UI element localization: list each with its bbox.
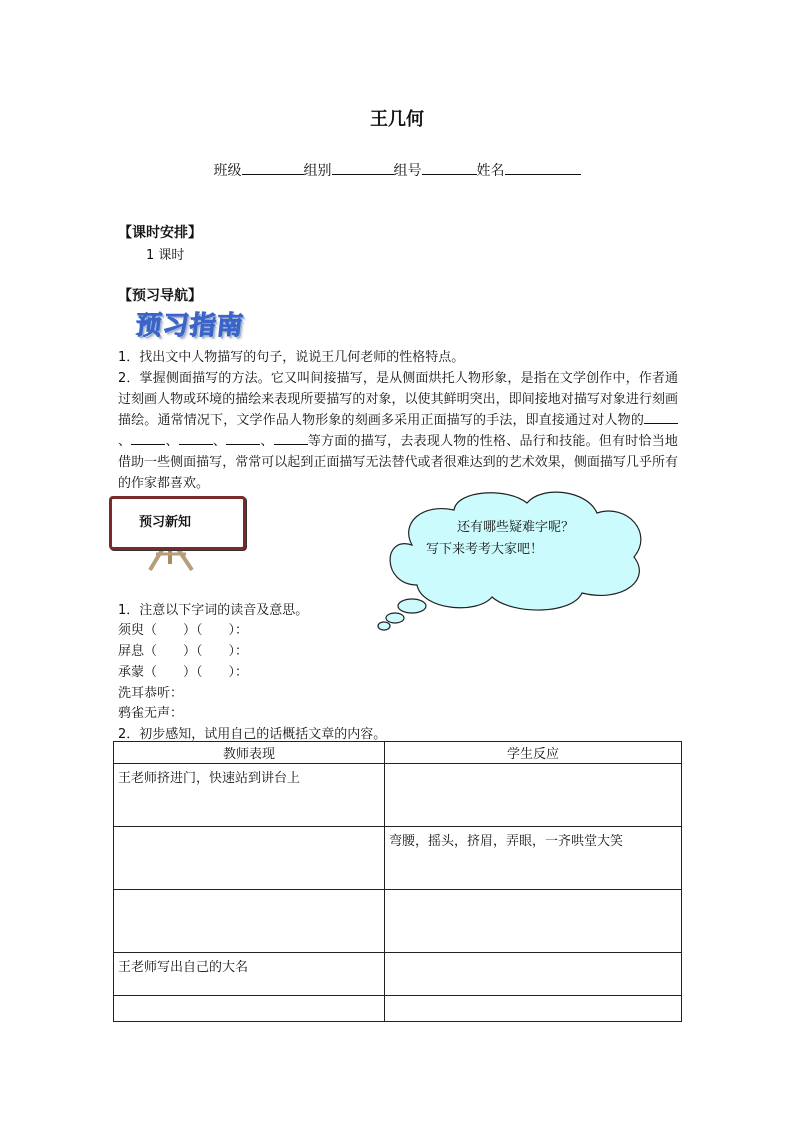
schedule-heading: 【课时安排】 bbox=[118, 225, 202, 241]
summary-instruction: 2．初步感知，试用自己的话概括文章的内容。 bbox=[118, 727, 387, 742]
board-label: 预习新知 bbox=[139, 515, 192, 530]
table-cell[interactable]: 王老师写出自己的大名 bbox=[114, 953, 385, 996]
table-cell[interactable]: 王老师挤进门，快速站到讲台上 bbox=[114, 764, 385, 827]
cloud-line-1: 还有哪些疑难字呢？ bbox=[457, 520, 575, 535]
class-blank[interactable] bbox=[242, 160, 304, 175]
table-cell[interactable] bbox=[114, 827, 385, 890]
table-cell[interactable] bbox=[385, 996, 682, 1022]
word-row-3: 承蒙（ ）（ ）： bbox=[118, 665, 249, 680]
thought-cloud-icon bbox=[372, 485, 662, 633]
schedule-value: 1 课时 bbox=[146, 248, 185, 263]
group-blank[interactable] bbox=[332, 160, 394, 175]
fill-blank-3[interactable] bbox=[179, 432, 213, 445]
table-row bbox=[114, 996, 682, 1022]
table-row bbox=[114, 890, 682, 953]
preview-item-2-text-a: 2．掌握侧面描写的方法。它又叫间接描写，是从侧面烘托人物形象，是指在文学创作中，作者通过刻画人物或环境的描绘来表现所要描写的对象，以使其鲜明突出，即间接地对描写对象进行刻画描绘。通常情况下，文学作品人物形象的刻画多采用正面描写的手法，即直接通过对人物的 bbox=[118, 371, 678, 428]
number-blank[interactable] bbox=[422, 160, 477, 175]
table-cell[interactable] bbox=[114, 996, 385, 1022]
preview-item-2 bbox=[118, 368, 678, 494]
separator: 、 bbox=[165, 434, 179, 449]
words-instruction: 1．注意以下字词的读音及意思。 bbox=[118, 603, 309, 618]
word-row-2: 屏息（ ）（ ）： bbox=[118, 644, 249, 659]
name-blank[interactable] bbox=[505, 160, 581, 175]
table-cell[interactable]: 弯腰，摇头，挤眉，弄眼，一齐哄堂大笑 bbox=[385, 827, 682, 890]
table-header-row bbox=[114, 742, 682, 764]
fill-blank-2[interactable] bbox=[131, 432, 165, 445]
word-row-5: 鸦雀无声： bbox=[118, 706, 184, 721]
fill-blank-1[interactable] bbox=[644, 411, 678, 424]
separator: 、 bbox=[212, 434, 227, 449]
student-info-line bbox=[0, 160, 794, 180]
fill-blank-4[interactable] bbox=[226, 432, 260, 445]
preview-item-2-text-b: 等方面的描写，去表现人物的性格、品行和技能。但有时恰当地借助一些侧面描写，常常可以起到正面描写无法替代或者很难达到的艺术效果，侧面描写几乎所有的作家都喜欢。 bbox=[118, 434, 678, 491]
preview-item-1: 1．找出文中人物描写的句子，说说王几何老师的性格特点。 bbox=[118, 350, 465, 365]
preview-heading: 【预习导航】 bbox=[118, 288, 202, 304]
header-teacher: 教师表现 bbox=[114, 742, 385, 764]
table-row bbox=[114, 953, 682, 996]
header-student: 学生反应 bbox=[385, 742, 682, 764]
table-cell[interactable] bbox=[114, 890, 385, 953]
name-label: 姓名 bbox=[476, 163, 505, 179]
separator: 、 bbox=[260, 434, 274, 449]
page-title: 王几何 bbox=[370, 109, 424, 130]
group-label: 组别 bbox=[303, 163, 332, 179]
word-row-4: 洗耳恭听： bbox=[118, 686, 184, 701]
fill-blank-5[interactable] bbox=[274, 432, 308, 445]
separator: 、 bbox=[118, 434, 132, 449]
reaction-table bbox=[113, 741, 682, 1022]
number-label: 组号 bbox=[393, 163, 422, 179]
table-cell[interactable] bbox=[385, 890, 682, 953]
table-cell[interactable] bbox=[385, 764, 682, 827]
table-cell[interactable] bbox=[385, 953, 682, 996]
cloud-line-2: 写下来考考大家吧！ bbox=[426, 542, 544, 557]
preview-guide-wordart: 预习指南 bbox=[134, 311, 246, 341]
table-row bbox=[114, 764, 682, 827]
table-row bbox=[114, 827, 682, 890]
class-label: 班级 bbox=[213, 163, 242, 179]
word-row-1: 须臾（ ）（ ）： bbox=[118, 623, 249, 638]
